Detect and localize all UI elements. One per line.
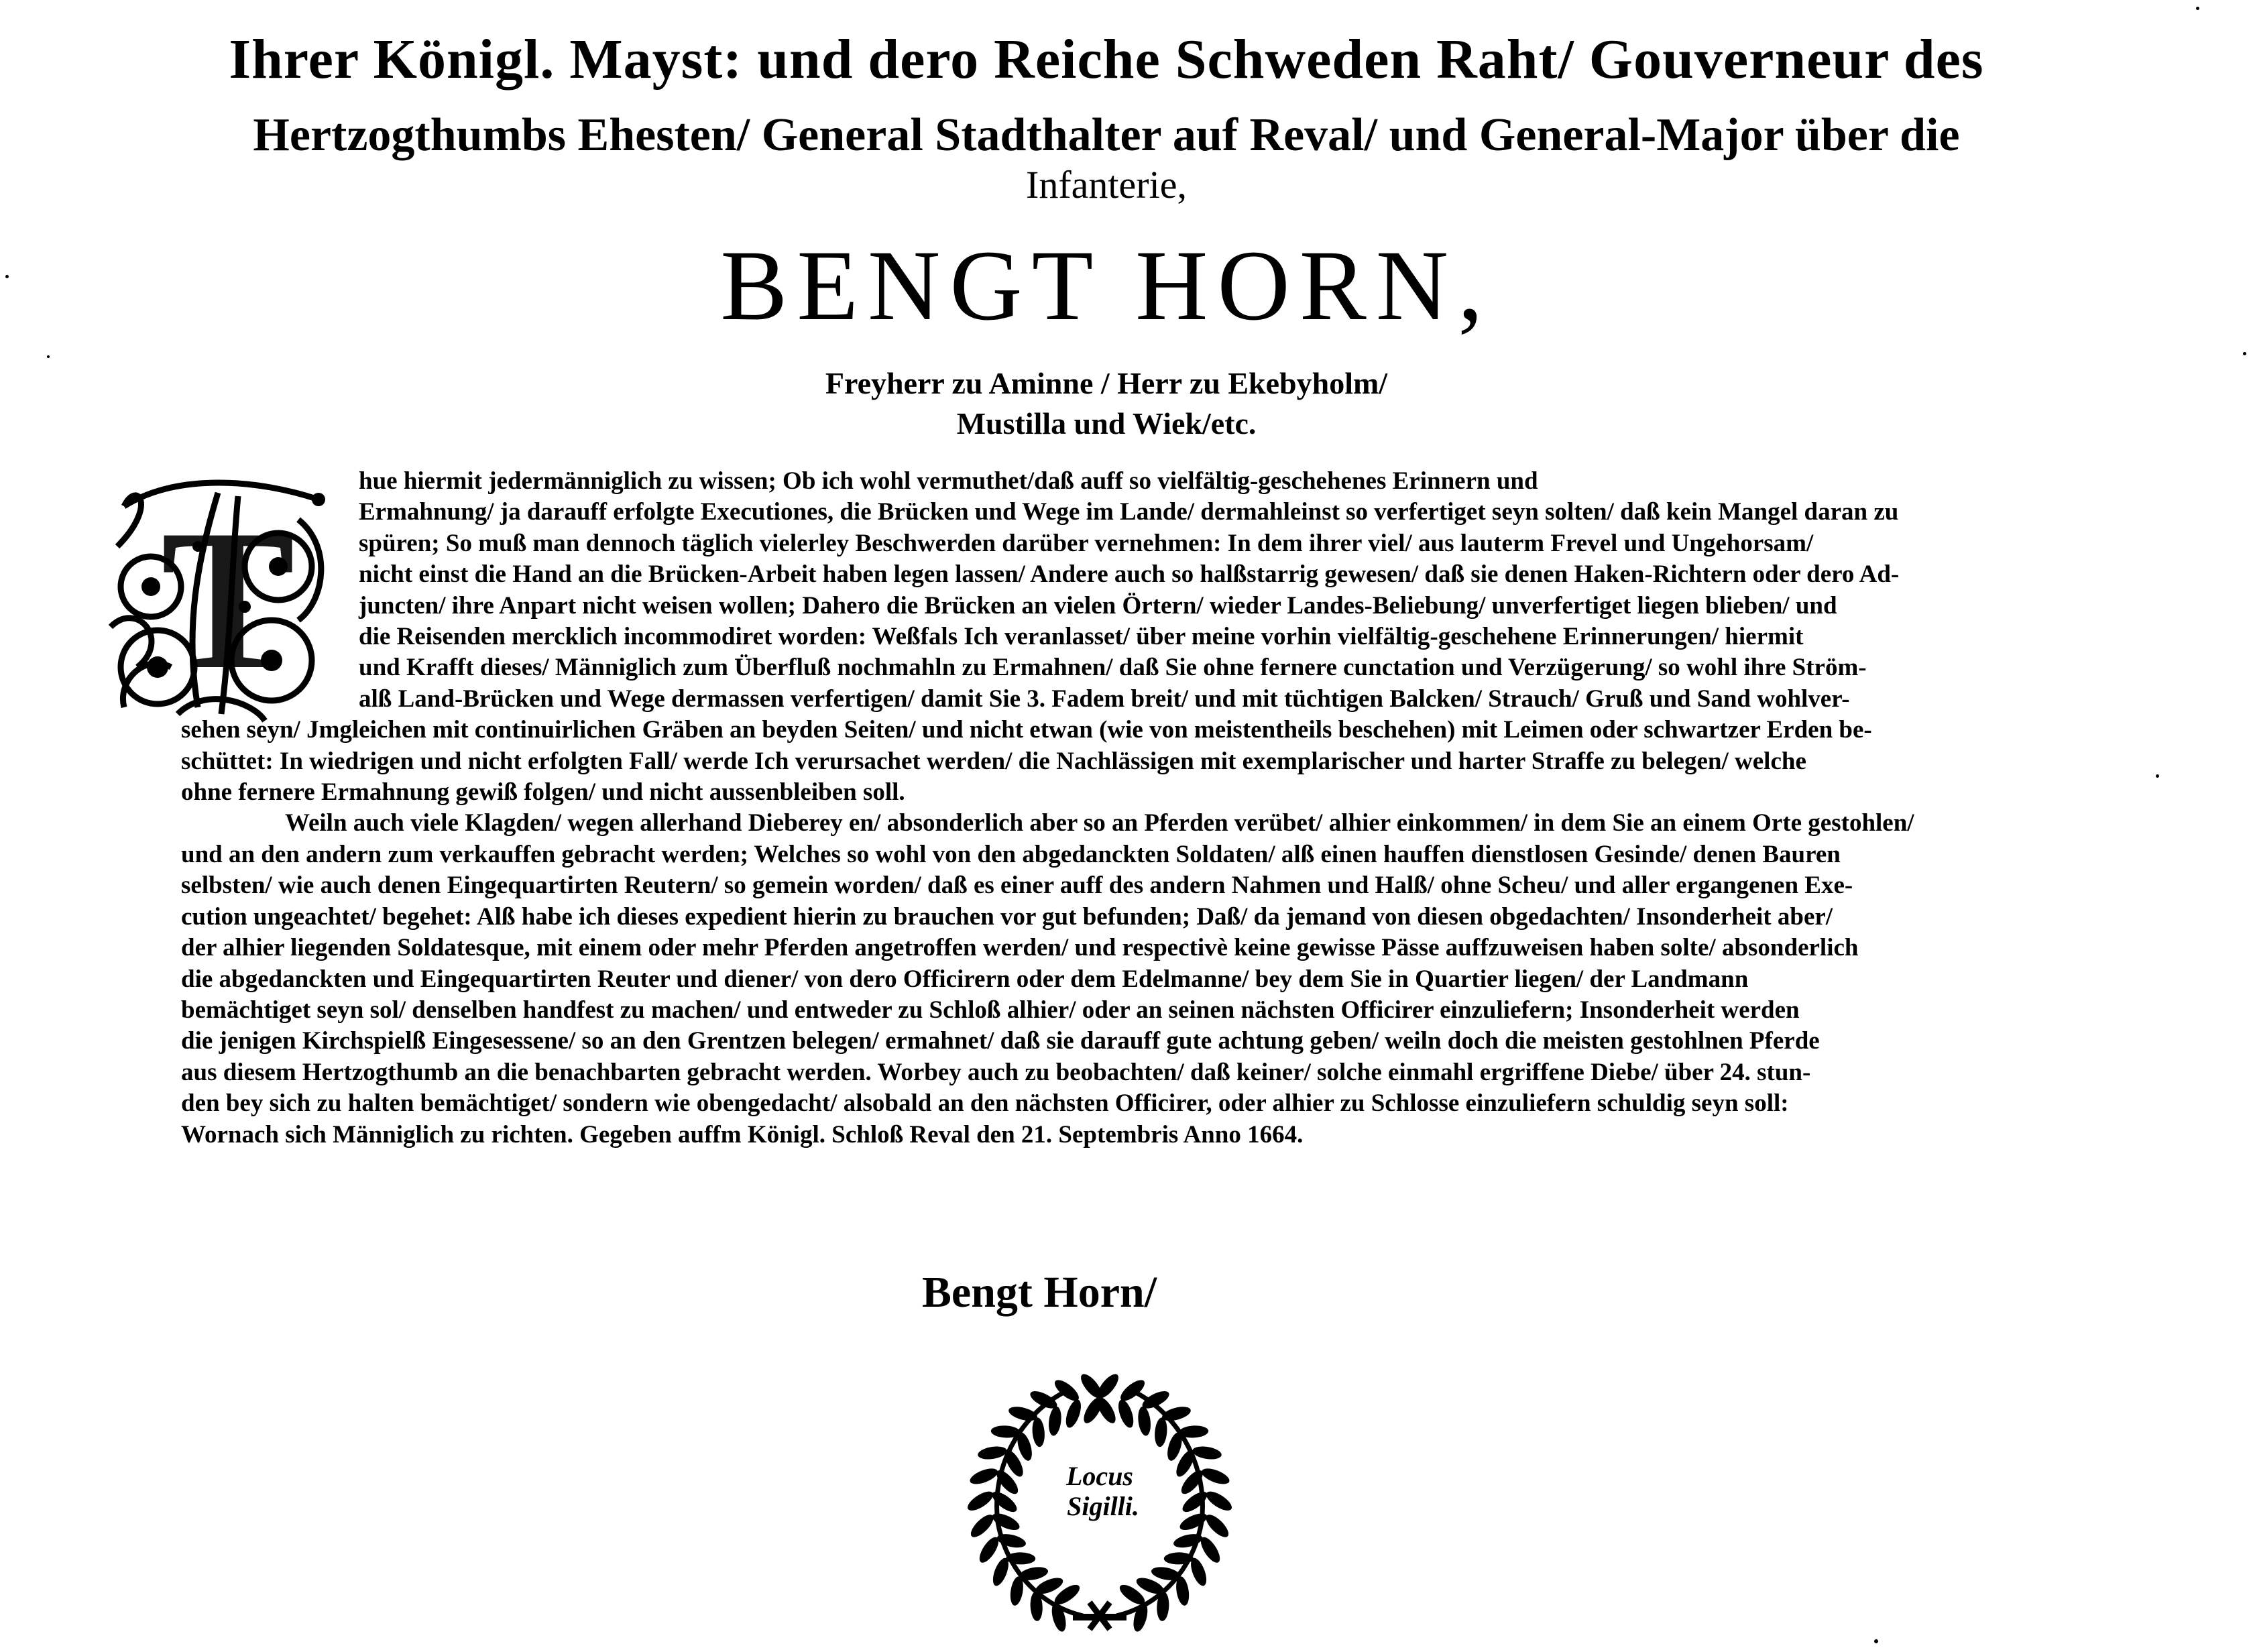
heading-line-3: Infanterie, [1026,163,1187,206]
laurel-leaf [1204,1488,1234,1514]
ink-speck [47,355,50,358]
body-line: den bey sich zu halten bemächtiget/ sondern wie obengedacht/ alsobald an den nächsten Officirer, oder alhier zu Schlosse einzuliefern schuldig seyn soll: [181,1089,1789,1118]
laurel-leaf [1115,1398,1136,1429]
ink-speck [2196,7,2199,10]
body-line: die jenigen Kirchspielß Eingesessene/ so an den Grentzen belegen/ ermahnet/ daß sie darauff gute achtung geben/ weiln doch die meisten gestohlnen Pferde [181,1027,1820,1055]
proclamation-body [181,466,2146,1150]
laurel-leaf [968,1511,997,1541]
body-line: Weiln auch viele Klagden/ wegen allerhand Dieberey en/ absonderlich aber so an Pferden verübet/ alhier einkommen/ in dem Sie an einem Orte gestohlen/ [285,809,1914,837]
body-line: und an den andern zum verkauffen gebracht werden; Welches so wohl von den abgedanckten Soldaten/ alß einen hauffen dienstlosen Gesinde/ denen Bauren [181,840,1841,868]
laurel-leaf [966,1488,996,1514]
body-line: ohne fernere Ermahnung gewiß folgen/ und nicht aussenbleiben soll. [181,778,905,807]
body-line: Ermahnung/ ja darauff erfolgte Executiones, die Brücken und Wege im Lande/ dermahleinst so verfertiget seyn solten/ daß kein Mangel daran zu [359,498,1899,526]
ink-speck [2243,352,2246,355]
body-line: die abgedanckten und Eingequartirten Reuter und diener/ von dero Officirern oder dem Edelmanne/ bey dem Sie in Quartier liegen/ der Landmann [181,965,1749,993]
body-line: hue hiermit jedermänniglich zu wissen; Ob ich wohl vermuthet/daß auff so vielfältig-geschehenes Erinnern und [359,467,1538,495]
title-line-2: Mustilla und Wiek/etc. [956,406,1257,440]
body-line: cution ungeachtet/ begehet: Alß habe ich dieses expedient hierin zu brauchen vor gut befunden; Daß/ da jemand von diesen obgedachten/ Insonderheit aber/ [181,902,1833,931]
initial-letter: T [160,488,296,711]
laurel-leaf [1153,1417,1168,1448]
laurel-leaf [1063,1398,1084,1429]
body-line: alß Land-Brücken und Wege dermassen verfertigen/ damit Sie 3. Fadem breit/ und mit tüchtigen Balcken/ Strauch/ Gruß und Sand wohlver- [359,685,1850,713]
laurel-wreath-icon [966,1354,1234,1636]
ink-speck [2156,774,2159,778]
ink-speck [1874,1639,1878,1643]
body-line: aus diesem Hertzogthumb an die benachbarten gebracht werden. Worbey auch zu beobachten/ daß keiner/ solche einmahl ergriffene Diebe/ über 24. stun- [181,1058,1811,1086]
body-line: der alhier liegenden Soldatesque, mit einem oder mehr Pferden angetroffen werden/ und respectivè keine gewisse Pässe auffzuweisen haben solte/ absonderlich [181,934,1859,962]
title-line-1: Freyherr zu Aminne / Herr zu Ekebyholm/ [825,366,1388,400]
seal-text-1: Locus [1066,1461,1133,1491]
laurel-leaf [1137,1406,1152,1437]
body-line: nicht einst die Hand an die Brücken-Arbeit haben legen lassen/ Andere auch so halßstarrig gewesen/ daß sie denen Haken-Richtern oder dero Ad- [359,560,1900,589]
laurel-leaf [1031,1417,1046,1448]
body-line: bemächtiget seyn sol/ denselben handfest zu machen/ und entweder zu Schloß alhier/ oder an seinen nächsten Officirer einzuliefern; Insonderheit werden [181,996,1800,1024]
body-line: selbsten/ wie auch denen Eingequartirten Reutern/ so gemein worden/ daß es einer auff des andern Nahmen und Halß/ ohne Scheu/ und aller ergangenen Exe- [181,872,1853,900]
body-line: schüttet: In wiedrigen und nicht erfolgten Fall/ werde Ich verursachet werden/ die Nachlässigen mit exemplarischer und harter Straffe zu belegen/ welche [181,747,1806,775]
seal [966,1354,1234,1636]
laurel-leaf [1202,1511,1232,1541]
ink-speck [5,275,9,278]
laurel-leaf [1200,1466,1232,1488]
body-line: sehen seyn/ Jmgleichen mit continuirlichen Gräben an beyden Seiten/ und nicht etwan (wie von meistentheils beschehen) mit Leimen oder schwartzer Erden be- [181,716,1872,744]
body-line: Wornach sich Männiglich zu richten. Gegeben auffm Königl. Schloß Reval den 21. Septembris Anno 1664. [181,1120,1304,1148]
issuer-name: BENGT HORN, [720,230,1493,341]
body-line: spüren; So muß man dennoch täglich vielerley Beschwerden darüber vernehmen: In dem ihrer viel/ aus lauterm Frevel und Ungehorsam/ [359,529,1814,557]
body-line: juncten/ ihre Anpart nicht weisen wollen; Dahero die Brücken an vielen Örtern/ wieder Landes-Beliebung/ unverfertiget liegen blieben/ und [359,591,1837,620]
seal-text-2: Sigilli. [1067,1491,1139,1521]
laurel-leaf [968,1466,1000,1488]
signature: Bengt Horn/ [921,1268,1157,1317]
body-line: die Reisenden mercklich incommodiret worden: Weßfals Ich veranlasset/ über meine vorhin vielfältig-geschehene Erinnerungen/ hiermit [359,623,1804,651]
laurel-leaf [1047,1406,1063,1437]
heading-line-1: Ihrer Königl. Mayst: und dero Reiche Schweden Raht/ Gouverneur des [229,28,1984,91]
heading-line-2: Hertzogthumbs Ehesten/ General Stadthalter auf Reval/ und General-Major über die [253,109,1960,161]
body-line: und Krafft dieses/ Männiglich zum Überfluß nochmahln zu Ermahnen/ daß Sie ohne fernere cunctation und Verzügerung/ so wohl ihre Ström- [359,654,1867,682]
